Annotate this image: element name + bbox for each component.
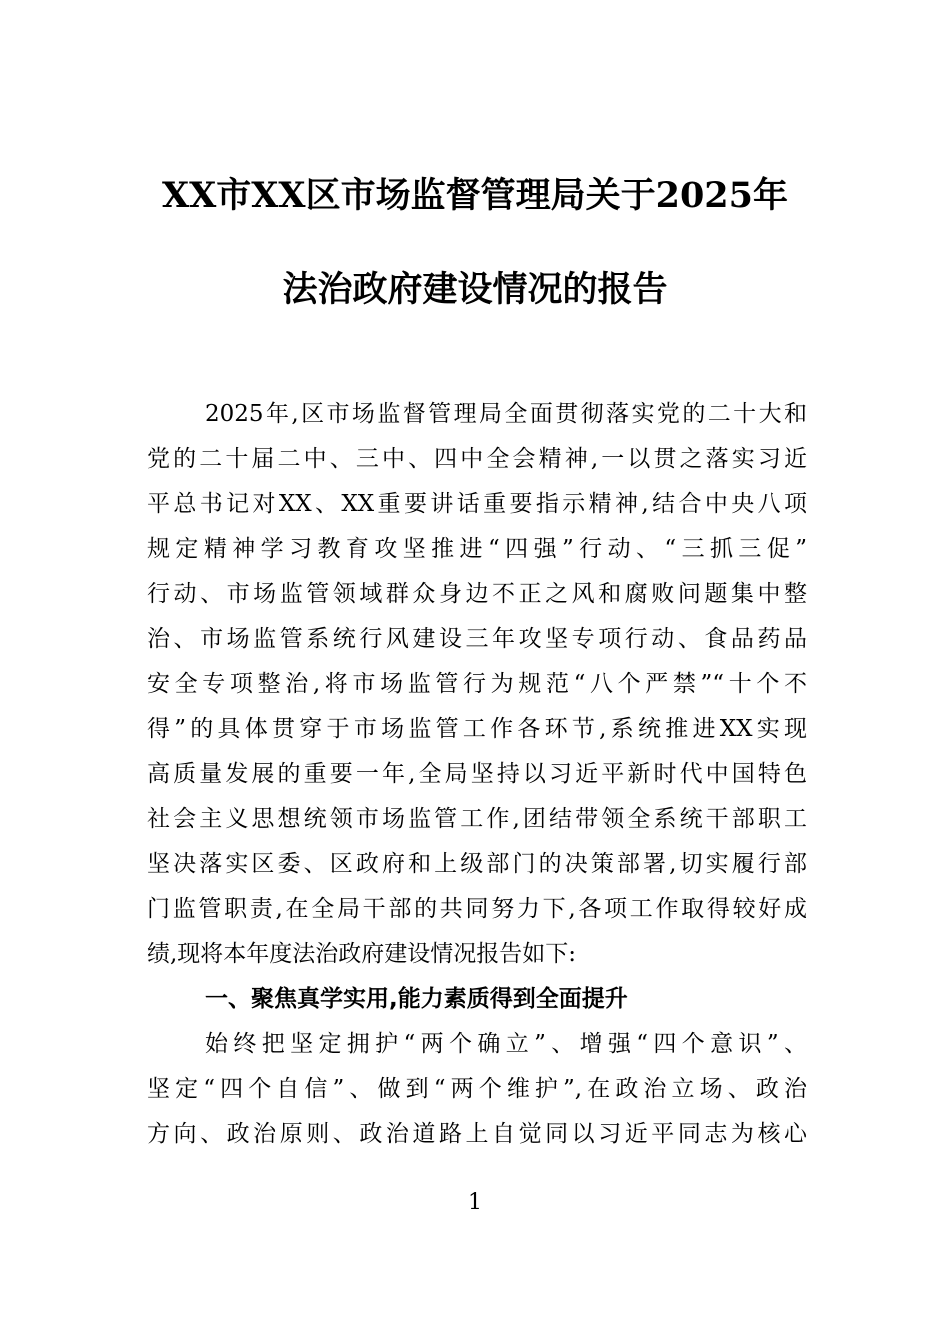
paragraph-line: 高质量发展的重要一年,全局坚持以习近平新时代中国特色 (147, 761, 807, 787)
paragraph-line: 坚决落实区委、区政府和上级部门的决策部署,切实履行部 (147, 851, 807, 877)
paragraph-line: 方向、政治原则、政治道路上自觉同以习近平同志为核心 (147, 1121, 807, 1147)
page-number: 1 (468, 1190, 482, 1215)
section-heading: 一、聚焦真学实用,能力素质得到全面提升 (205, 986, 628, 1012)
paragraph-line: 规定精神学习教育攻坚推进“四强”行动、“三抓三促” (147, 536, 807, 562)
paragraph-line: 平总书记对XX、XX重要讲话重要指示精神,结合中央八项 (147, 491, 807, 517)
paragraph-line: 得”的具体贯穿于市场监管工作各环节,系统推进XX实现 (147, 716, 807, 742)
paragraph-line: 2025年,区市场监督管理局全面贯彻落实党的二十大和 (205, 401, 807, 427)
paragraph-line: 安全专项整治,将市场监管行为规范“八个严禁”“十个不 (147, 671, 807, 697)
paragraph-line: 社会主义思想统领市场监管工作,团结带领全系统干部职工 (147, 806, 807, 832)
document-title-line-1: XX市XX区市场监督管理局关于2025年 (161, 175, 789, 216)
document-title-line-2: 法治政府建设情况的报告 (282, 269, 668, 310)
paragraph-line: 门监管职责,在全局干部的共同努力下,各项工作取得较好成 (147, 896, 807, 922)
paragraph-line: 坚定“四个自信”、做到“两个维护”,在政治立场、政治 (147, 1076, 807, 1102)
paragraph-line: 绩,现将本年度法治政府建设情况报告如下: (147, 941, 577, 967)
paragraph-line: 党的二十届二中、三中、四中全会精神,一以贯之落实习近 (147, 446, 807, 472)
paragraph-line: 行动、市场监管领域群众身边不正之风和腐败问题集中整 (147, 581, 807, 607)
paragraph-line: 始终把坚定拥护“两个确立”、增强“四个意识”、 (205, 1031, 807, 1057)
paragraph-line: 治、市场监管系统行风建设三年攻坚专项行动、食品药品 (147, 626, 807, 652)
